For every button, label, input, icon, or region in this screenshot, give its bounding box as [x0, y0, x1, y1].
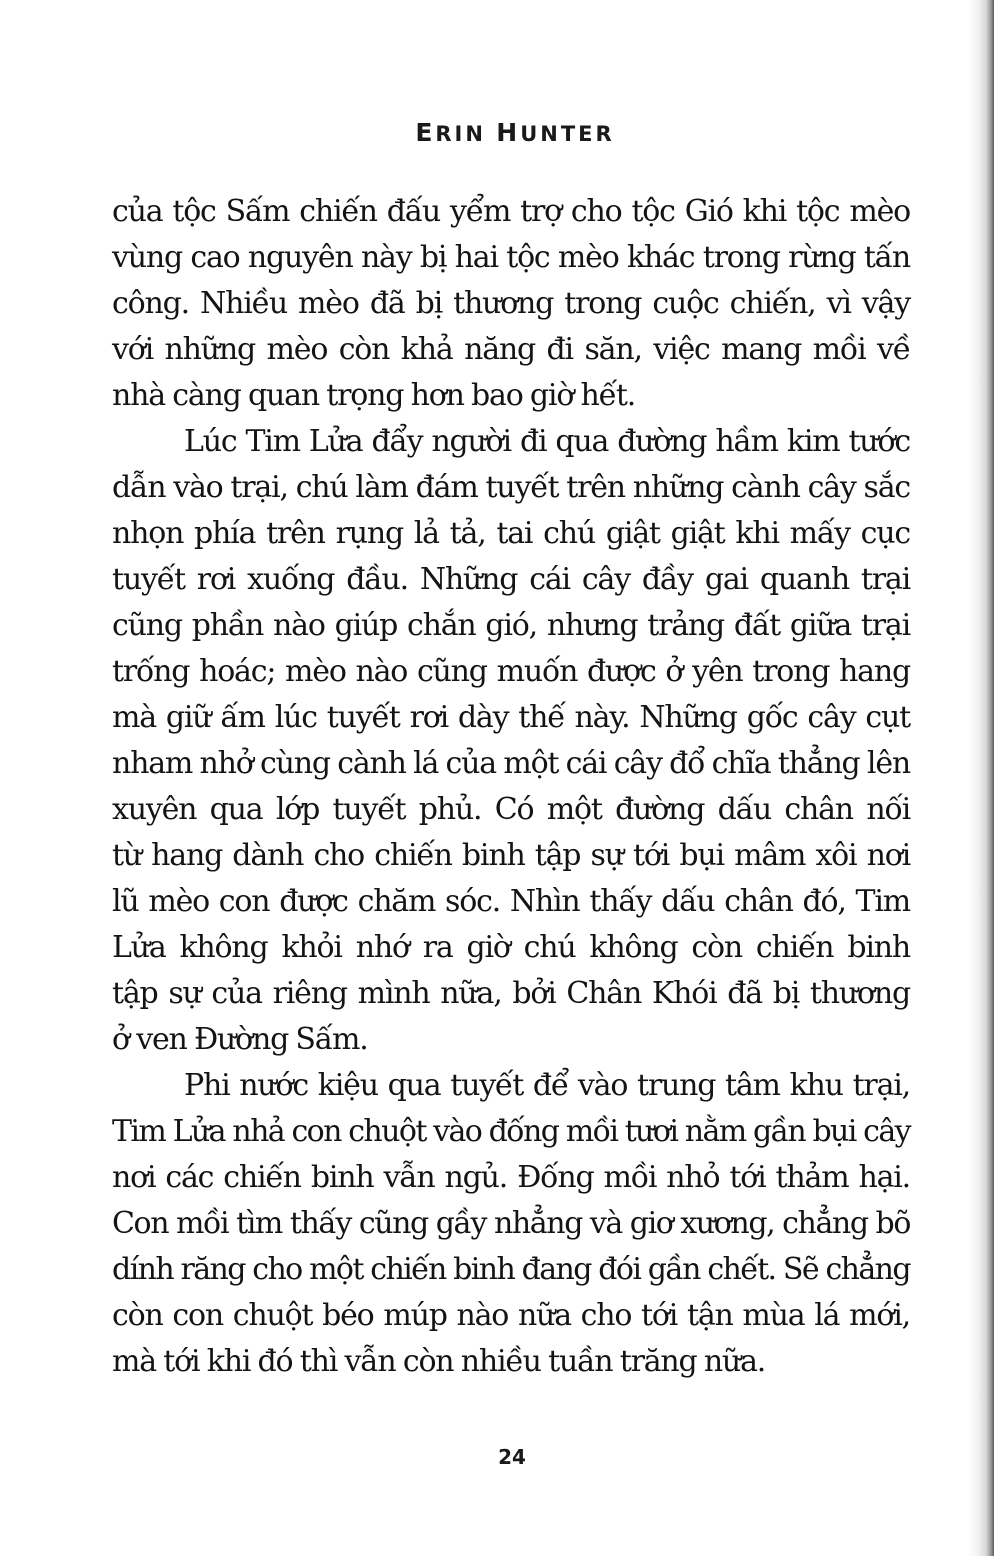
- text-line: lũ mèo con được chăm sóc. Nhìn thấy dấu chân đó, Tim: [112, 884, 910, 919]
- paragraph-2: [112, 419, 910, 1063]
- text-line: Lúc Tim Lửa đẩy người đi qua đường hầm kim tước: [184, 424, 910, 459]
- text-line: từ hang dành cho chiến binh tập sự tới bụi mâm xôi nơi: [112, 838, 910, 873]
- text-line: nhọn phía trên rụng lả tả, tai chú giật giật khi mấy cục: [112, 516, 910, 551]
- text-line: vùng cao nguyên này bị hai tộc mèo khác trong rừng tấn: [112, 240, 910, 275]
- text-line: Tim Lửa nhả con chuột vào đống mồi tươi nằm gần bụi cây: [112, 1114, 910, 1149]
- text-line: mà tới khi đó thì vẫn còn nhiều tuần trăng nữa.: [112, 1344, 766, 1379]
- text-line: nơi các chiến binh vẫn ngủ. Đống mồi nhỏ tới thảm hại.: [112, 1160, 910, 1195]
- text-line: ở ven Đường Sấm.: [112, 1022, 368, 1057]
- text-line: công. Nhiều mèo đã bị thương trong cuộc chiến, vì vậy: [112, 286, 910, 321]
- text-line: Phi nước kiệu qua tuyết để vào trung tâm khu trại,: [184, 1068, 910, 1103]
- text-line: dẫn vào trại, chú làm đám tuyết trên những cành cây sắc: [112, 470, 910, 505]
- text-line: tuyết rơi xuống đầu. Những cái cây đầy gai quanh trại: [112, 562, 910, 597]
- header-last-rest: UNTER: [520, 122, 615, 146]
- text-line: Lửa không khỏi nhớ ra giờ chú không còn chiến binh: [112, 930, 910, 965]
- page-edge-shadow: [968, 0, 994, 1556]
- text-line: nhà càng quan trọng hơn bao giờ hết.: [112, 378, 636, 413]
- header-first-rest: RIN: [435, 122, 486, 146]
- text-line: tập sự của riêng mình nữa, bởi Chân Khói đã bị thương: [112, 976, 910, 1011]
- text-line: của tộc Sấm chiến đấu yểm trợ cho tộc Gió khi tộc mèo: [112, 194, 910, 229]
- text-line: với những mèo còn khả năng đi săn, việc mang mồi về: [112, 332, 910, 367]
- body-text: [112, 189, 910, 1385]
- text-line: dính răng cho một chiến binh đang đói gần chết. Sẽ chẳng: [112, 1252, 910, 1287]
- text-line: trống hoác; mèo nào cũng muốn được ở yên trong hang: [112, 654, 910, 689]
- header-first-initial: E: [415, 118, 436, 147]
- header-last-initial: H: [496, 118, 521, 147]
- text-line: xuyên qua lớp tuyết phủ. Có một đường dấu chân nối: [112, 792, 910, 827]
- running-header: [0, 118, 994, 147]
- text-line: mà giữ ấm lúc tuyết rơi dày thế này. Những gốc cây cụt: [112, 700, 910, 735]
- text-line: nham nhở cùng cành lá của một cái cây đổ chĩa thẳng lên: [112, 746, 910, 781]
- paragraph-3: [112, 1063, 910, 1385]
- paragraph-1: [112, 189, 910, 419]
- text-line: còn con chuột béo múp nào nữa cho tới tận mùa lá mới,: [112, 1298, 910, 1333]
- text-line: Con mồi tìm thấy cũng gầy nhẳng và giơ xương, chẳng bõ: [112, 1206, 910, 1241]
- page-number: 24: [498, 1445, 526, 1469]
- text-line: cũng phần nào giúp chắn gió, nhưng trảng đất giữa trại: [112, 608, 910, 643]
